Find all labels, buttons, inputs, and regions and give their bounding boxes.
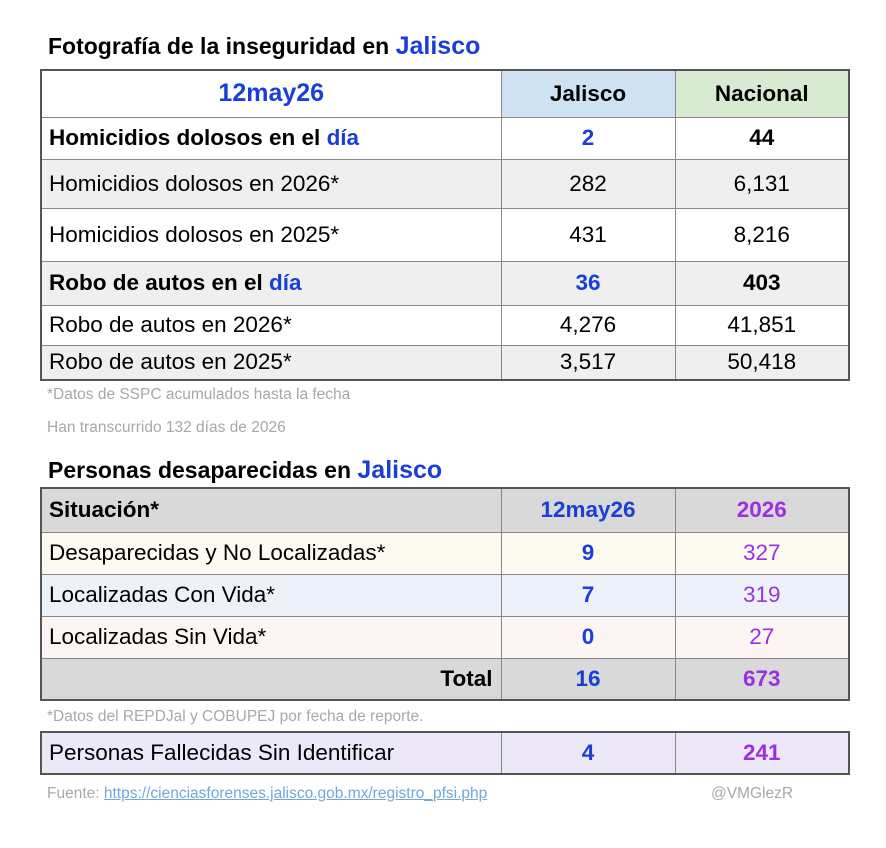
day-value: 7 xyxy=(501,574,675,616)
row-label: Homicidios dolosos en 2025* xyxy=(41,208,501,261)
table-header-row xyxy=(41,488,849,532)
table-row xyxy=(41,732,849,774)
column-header-nacional: Nacional xyxy=(675,70,849,117)
row-label: Robo de autos en 2025* xyxy=(41,345,501,380)
missing-persons-title: Personas desaparecidas en Jalisco xyxy=(48,456,443,484)
unidentified-deceased-table xyxy=(40,731,850,775)
table-header-row xyxy=(41,70,849,117)
day-value: 9 xyxy=(501,532,675,574)
row-label: Homicidios dolosos en el día xyxy=(41,117,501,159)
row-label: Desaparecidas y No Localizadas* xyxy=(41,532,501,574)
author-handle: @VMGlezR xyxy=(711,785,794,802)
nacional-value: 403 xyxy=(675,261,849,305)
row-label: Homicidios dolosos en 2026* xyxy=(41,159,501,208)
table-row xyxy=(41,208,849,261)
missing-persons-table xyxy=(40,487,850,701)
jalisco-value: 431 xyxy=(501,208,675,261)
sspc-note: *Datos de SSPC acumulados hasta la fecha xyxy=(47,386,351,403)
total-label: Total xyxy=(41,658,501,700)
source-line: Fuente: https://cienciasforenses.jalisco.gob.mx/registro_pfsi.php xyxy=(47,785,488,802)
table-row xyxy=(41,345,849,380)
year-value: 327 xyxy=(675,532,849,574)
nacional-value: 8,216 xyxy=(675,208,849,261)
year-value: 319 xyxy=(675,574,849,616)
row-label: Localizadas Con Vida* xyxy=(41,574,501,616)
table-row xyxy=(41,574,849,616)
jalisco-value: 36 xyxy=(501,261,675,305)
year-value: 241 xyxy=(675,732,849,774)
table-row xyxy=(41,305,849,345)
jalisco-value: 3,517 xyxy=(501,345,675,380)
repd-note: *Datos del REPDJal y COBUPEJ por fecha de reporte. xyxy=(47,708,424,725)
column-header-date: 12may26 xyxy=(501,488,675,532)
security-table xyxy=(40,69,850,381)
table-row xyxy=(41,616,849,658)
nacional-value: 41,851 xyxy=(675,305,849,345)
jalisco-value: 4,276 xyxy=(501,305,675,345)
state-name: Jalisco xyxy=(357,456,443,484)
total-row xyxy=(41,658,849,700)
row-label: Localizadas Sin Vida* xyxy=(41,616,501,658)
table-row xyxy=(41,159,849,208)
day-value: 0 xyxy=(501,616,675,658)
table-row xyxy=(41,261,849,305)
row-label: Robo de autos en 2026* xyxy=(41,305,501,345)
row-label: Robo de autos en el día xyxy=(41,261,501,305)
jalisco-value: 282 xyxy=(501,159,675,208)
days-note: Han transcurrido 132 días de 2026 xyxy=(47,419,286,436)
table-row xyxy=(41,117,849,159)
state-name: Jalisco xyxy=(395,32,481,60)
column-header-jalisco: Jalisco xyxy=(501,70,675,117)
situation-header: Situación* xyxy=(41,488,501,532)
nacional-value: 6,131 xyxy=(675,159,849,208)
report-date: 12may26 xyxy=(41,70,501,117)
row-label: Personas Fallecidas Sin Identificar xyxy=(41,732,501,774)
table-row xyxy=(41,532,849,574)
nacional-value: 44 xyxy=(675,117,849,159)
security-title: Fotografía de la inseguridad en Jalisco xyxy=(48,32,481,60)
day-value: 4 xyxy=(501,732,675,774)
total-year-value: 673 xyxy=(675,658,849,700)
year-value: 27 xyxy=(675,616,849,658)
jalisco-value: 2 xyxy=(501,117,675,159)
column-header-year: 2026 xyxy=(675,488,849,532)
total-day-value: 16 xyxy=(501,658,675,700)
nacional-value: 50,418 xyxy=(675,345,849,380)
source-link[interactable]: https://cienciasforenses.jalisco.gob.mx/registro_pfsi.php xyxy=(103,785,488,802)
